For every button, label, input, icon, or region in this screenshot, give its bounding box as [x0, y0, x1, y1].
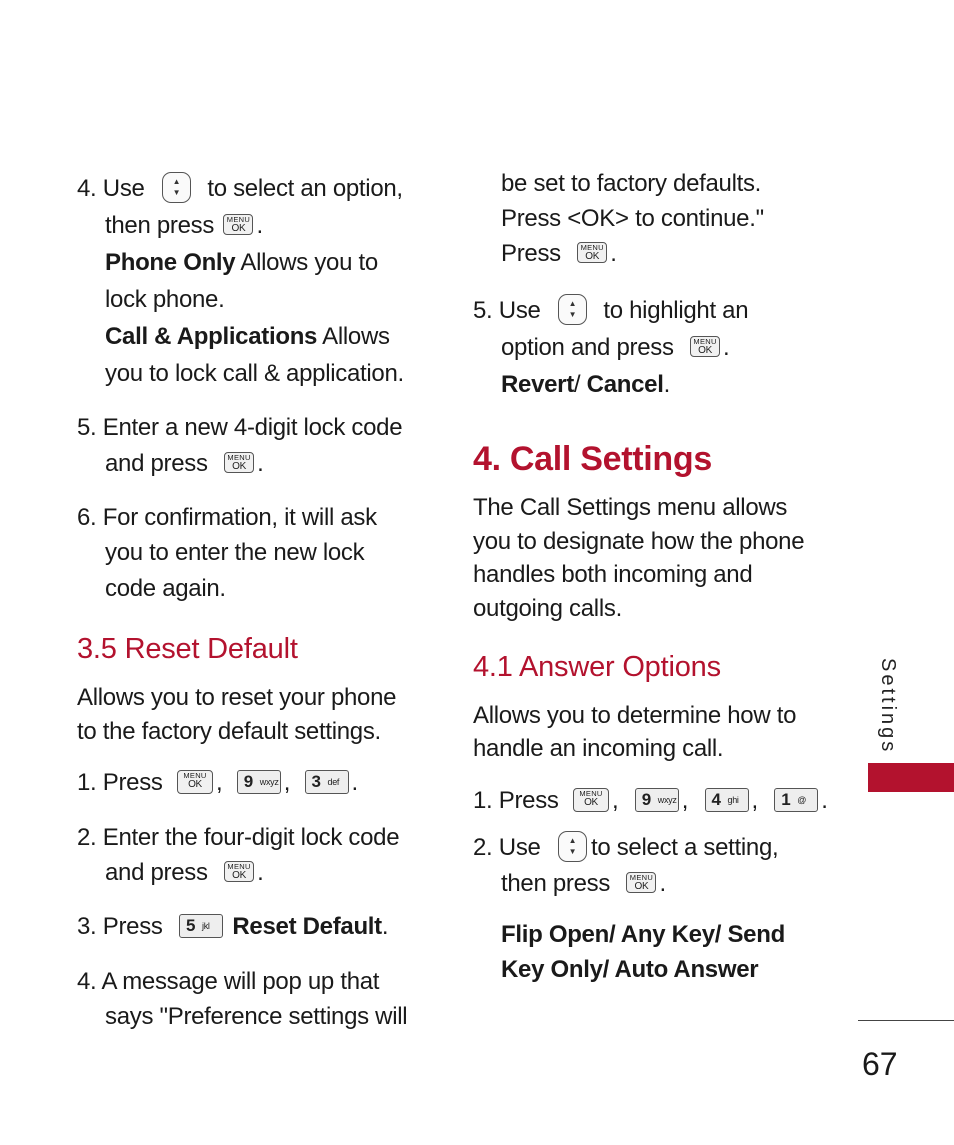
answer-desc-2: handle an incoming call.	[473, 735, 724, 762]
menu-ok-key-icon: MENU OK	[690, 336, 720, 357]
step-5-line2: and press MENU OK .	[105, 450, 264, 477]
reset-desc-2: to the factory default settings.	[77, 718, 381, 745]
call-apps-desc: Call & Applications Allows	[105, 323, 390, 350]
step-5-line1: 5. Enter a new 4-digit lock code	[77, 414, 403, 441]
navigation-key-icon: ▲ ▼	[558, 294, 587, 325]
call-settings-desc-3: handles both incoming and	[473, 561, 753, 588]
reset-step-3: 3. Press 5 jkl Reset Default.	[77, 913, 389, 940]
answer-options-line1: Flip Open/ Any Key/ Send	[501, 921, 785, 948]
reset-desc-1: Allows you to reset your phone	[77, 684, 397, 711]
reset-step-4-line1: 4. A message will pop up that	[77, 968, 380, 995]
footer-rule	[858, 1020, 954, 1021]
menu-ok-key-icon: MENU OK	[224, 861, 254, 882]
continue-line2: Press <OK> to continue."	[501, 205, 764, 232]
call-settings-desc-1: The Call Settings menu allows	[473, 494, 788, 521]
call-apps-desc-2: you to lock call & application.	[105, 360, 404, 387]
section-tab-label: Settings	[877, 658, 899, 755]
menu-ok-key-icon: MENU OK	[224, 452, 254, 473]
phone-only-desc: Phone Only Allows you to	[105, 249, 378, 276]
menu-ok-key-icon: MENU OK	[177, 770, 213, 794]
answer-options-heading: 4.1 Answer Options	[473, 651, 721, 683]
menu-ok-key-icon: MENU OK	[223, 214, 253, 235]
key-5-icon: 5 jkl	[179, 914, 223, 938]
step-6-line1: 6. For confirmation, it will ask	[77, 504, 377, 531]
navigation-key-icon: ▲ ▼	[162, 172, 191, 203]
phone-only-desc-2: lock phone.	[105, 286, 225, 313]
menu-ok-key-icon: MENU OK	[573, 788, 609, 812]
step-4-line2: then press MENU OK .	[105, 212, 263, 239]
reset-step-4-line2: says "Preference settings will	[105, 1003, 408, 1030]
step-6-line2: you to enter the new lock	[105, 539, 365, 566]
section-tab	[873, 658, 903, 768]
section-tab-marker	[868, 763, 954, 792]
menu-ok-key-icon: MENU OK	[577, 242, 607, 263]
menu-ok-key-icon: MENU OK	[626, 872, 656, 893]
page-number: 67	[862, 1046, 898, 1082]
call-settings-desc-4: outgoing calls.	[473, 595, 622, 622]
revert-cancel: Revert/ Cancel.	[501, 371, 670, 398]
answer-step-2-line2: then press MENU OK .	[501, 870, 666, 897]
reset-default-heading: 3.5 Reset Default	[77, 633, 298, 665]
step-6-line3: code again.	[105, 575, 226, 602]
call-settings-desc-2: you to designate how the phone	[473, 528, 805, 555]
answer-step-1: 1. Press MENU OK , 9 wxyz , 4 ghi , 1 @ .	[473, 787, 828, 814]
step-4-line1: 4. Use ▲ ▼ to select an option,	[77, 174, 403, 205]
reset-step-2-line2: and press MENU OK .	[105, 859, 264, 886]
reset-step-1: 1. Press MENU OK , 9 wxyz , 3 def .	[77, 769, 358, 796]
answer-desc-1: Allows you to determine how to	[473, 702, 797, 729]
key-1-icon: 1 @	[774, 788, 818, 812]
key-4-icon: 4 ghi	[705, 788, 749, 812]
reset-step-2-line1: 2. Enter the four-digit lock code	[77, 824, 400, 851]
key-9-icon: 9 wxyz	[635, 788, 679, 812]
answer-options-line2: Key Only/ Auto Answer	[501, 956, 759, 983]
use-step-5-line2: option and press MENU OK .	[501, 334, 730, 361]
key-9-icon: 9 wxyz	[237, 770, 281, 794]
key-3-icon: 3 def	[305, 770, 349, 794]
continue-line3: Press MENU OK .	[501, 240, 617, 267]
continue-line1: be set to factory defaults.	[501, 170, 762, 197]
navigation-key-icon: ▲ ▼	[558, 831, 587, 862]
use-step-5-line1: 5. Use ▲ ▼ to highlight an	[473, 296, 748, 327]
call-settings-heading: 4. Call Settings	[473, 440, 712, 478]
answer-step-2-line1: 2. Use ▲ ▼ to select a setting,	[473, 833, 778, 864]
